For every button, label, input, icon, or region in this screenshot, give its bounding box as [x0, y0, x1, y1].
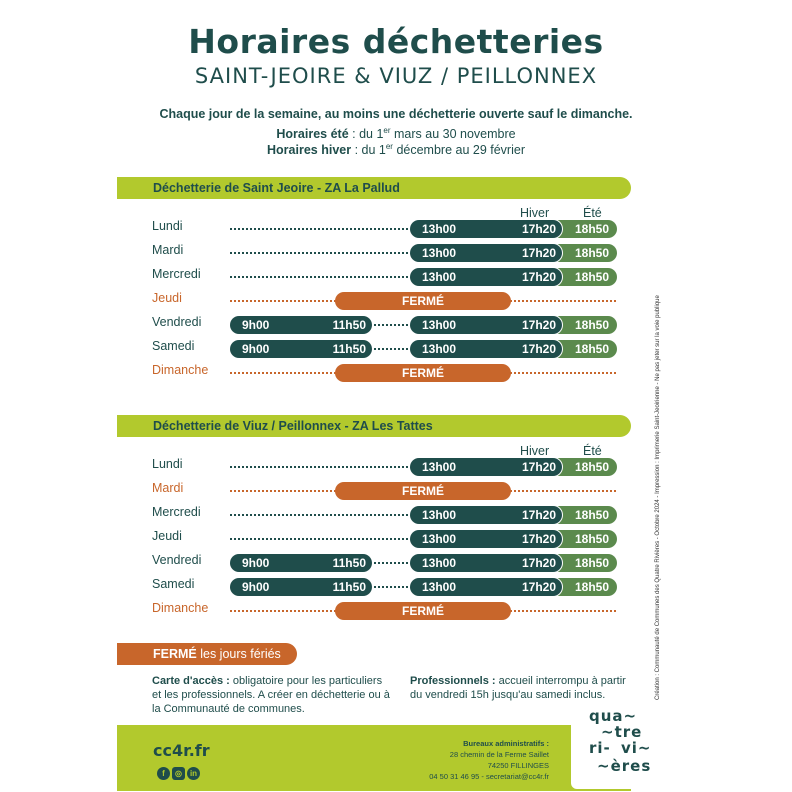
morning-end: 11h50: [332, 556, 366, 570]
summer-end: 18h50: [574, 246, 609, 260]
day-label: Lundi: [152, 457, 183, 471]
footer: [117, 707, 652, 791]
morning-hours-pill: [230, 554, 372, 572]
logo-line: qua~: [589, 707, 638, 725]
summer-end: 18h50: [574, 460, 609, 474]
holiday-banner: FERMÉ les jours fériés: [117, 643, 297, 665]
winter-end: 17h20: [521, 222, 556, 236]
morning-end: 11h50: [332, 342, 366, 356]
site-header: Déchetterie de Saint Jeoire - ZA La Pallud: [117, 177, 631, 199]
day-label: Lundi: [152, 219, 183, 233]
afternoon-hours-pill: [410, 530, 562, 548]
access-card-note: Carte d'accès : obligatoire pour les particuliers et les professionnels. A créer en déchetterie ou à la Communauté de communes.: [152, 675, 390, 715]
day-label: Vendredi: [152, 553, 202, 567]
quatre-rivieres-logo: [571, 701, 681, 789]
column-header-summer: Été: [583, 206, 602, 220]
afternoon-start: 13h00: [422, 580, 457, 594]
side-credit: Création : Communauté de Communes des Quatre Rivières - Octobre 2024 - Impression : Imprimerie Saint-Jeoirienne - Ne pas jeter sur la voie publique: [655, 295, 661, 700]
logo-line: ~ères: [597, 757, 652, 775]
day-label: Vendredi: [152, 315, 202, 329]
afternoon-start: 13h00: [422, 508, 457, 522]
afternoon-hours-pill: [410, 316, 562, 334]
winter-end: 17h20: [521, 460, 556, 474]
day-label: Mardi: [152, 481, 184, 495]
linkedin-icon[interactable]: in: [187, 767, 200, 780]
afternoon-hours-pill: [410, 244, 562, 262]
winter-end: 17h20: [521, 580, 556, 594]
closed-badge: FERMÉ: [335, 292, 511, 310]
morning-hours-pill: [230, 340, 372, 358]
day-label: Mercredi: [152, 267, 201, 281]
day-label: Dimanche: [152, 363, 209, 377]
morning-start: 9h00: [242, 580, 270, 594]
afternoon-start: 13h00: [422, 532, 457, 546]
morning-start: 9h00: [242, 342, 270, 356]
afternoon-hours-pill: [410, 554, 562, 572]
social-links: [157, 763, 202, 781]
winter-end: 17h20: [521, 532, 556, 546]
summer-end: 18h50: [574, 532, 609, 546]
morning-end: 11h50: [332, 318, 366, 332]
afternoon-hours-pill: [410, 506, 562, 524]
winter-end: 17h20: [521, 270, 556, 284]
afternoon-start: 13h00: [422, 460, 457, 474]
afternoon-hours-pill: [410, 340, 562, 358]
afternoon-start: 13h00: [422, 342, 457, 356]
instagram-icon[interactable]: ◎: [172, 767, 185, 780]
morning-start: 9h00: [242, 318, 270, 332]
afternoon-hours-pill: [410, 458, 562, 476]
day-label: Jeudi: [152, 529, 182, 543]
day-label: Samedi: [152, 339, 195, 353]
afternoon-start: 13h00: [422, 270, 457, 284]
winter-end: 17h20: [521, 318, 556, 332]
summer-end: 18h50: [574, 270, 609, 284]
column-header-winter: Hiver: [520, 444, 550, 458]
facebook-icon[interactable]: f: [157, 767, 170, 780]
morning-hours-pill: [230, 316, 372, 334]
page-title: Horaires déchetteries: [188, 22, 604, 61]
summer-end: 18h50: [574, 318, 609, 332]
winter-end: 17h20: [521, 342, 556, 356]
logo-line: vi~: [621, 739, 652, 757]
day-label: Jeudi: [152, 291, 182, 305]
closed-badge: FERMÉ: [335, 482, 511, 500]
intro-text: Chaque jour de la semaine, au moins une déchetterie ouverte sauf le dimanche.: [159, 107, 633, 121]
morning-start: 9h00: [242, 556, 270, 570]
summer-end: 18h50: [574, 342, 609, 356]
logo-line: ri-: [589, 739, 611, 757]
day-label: Mercredi: [152, 505, 201, 519]
summer-hours-line: Horaires été : du 1er mars au 30 novembre: [276, 126, 516, 142]
closed-badge: FERMÉ: [335, 364, 511, 382]
afternoon-start: 13h00: [422, 556, 457, 570]
day-label: Dimanche: [152, 601, 209, 615]
afternoon-start: 13h00: [422, 222, 457, 236]
afternoon-start: 13h00: [422, 318, 457, 332]
afternoon-hours-pill: [410, 268, 562, 286]
site-header: Déchetterie de Viuz / Peillonnex - ZA Les Tattes: [117, 415, 631, 437]
winter-end: 17h20: [521, 246, 556, 260]
afternoon-start: 13h00: [422, 246, 457, 260]
day-label: Mardi: [152, 243, 184, 257]
morning-hours-pill: [230, 578, 372, 596]
website-link[interactable]: cc4r.fr: [153, 741, 210, 760]
winter-hours-line: Horaires hiver : du 1er décembre au 29 février: [267, 142, 525, 158]
winter-end: 17h20: [521, 508, 556, 522]
afternoon-hours-pill: [410, 220, 562, 238]
summer-end: 18h50: [574, 222, 609, 236]
professionals-note: Professionnels : accueil interrompu à partir du vendredi 15h jusqu'au samedi inclus.: [410, 675, 626, 701]
winter-end: 17h20: [521, 556, 556, 570]
summer-end: 18h50: [574, 580, 609, 594]
closed-badge: FERMÉ: [335, 602, 511, 620]
column-header-winter: Hiver: [520, 206, 550, 220]
column-header-summer: Été: [583, 444, 602, 458]
summer-end: 18h50: [574, 508, 609, 522]
afternoon-hours-pill: [410, 578, 562, 596]
page-subtitle: SAINT-JEOIRE & VIUZ / PEILLONNEX: [194, 64, 598, 88]
logo-line: ~tre: [601, 723, 643, 741]
morning-end: 11h50: [332, 580, 366, 594]
day-label: Samedi: [152, 577, 195, 591]
office-address: Bureaux administratifs : 28 chemin de la Ferme Saillet 74250 FILLINGES 04 50 31 46 95 - secretariat@cc4r.fr: [429, 739, 549, 781]
summer-end: 18h50: [574, 556, 609, 570]
